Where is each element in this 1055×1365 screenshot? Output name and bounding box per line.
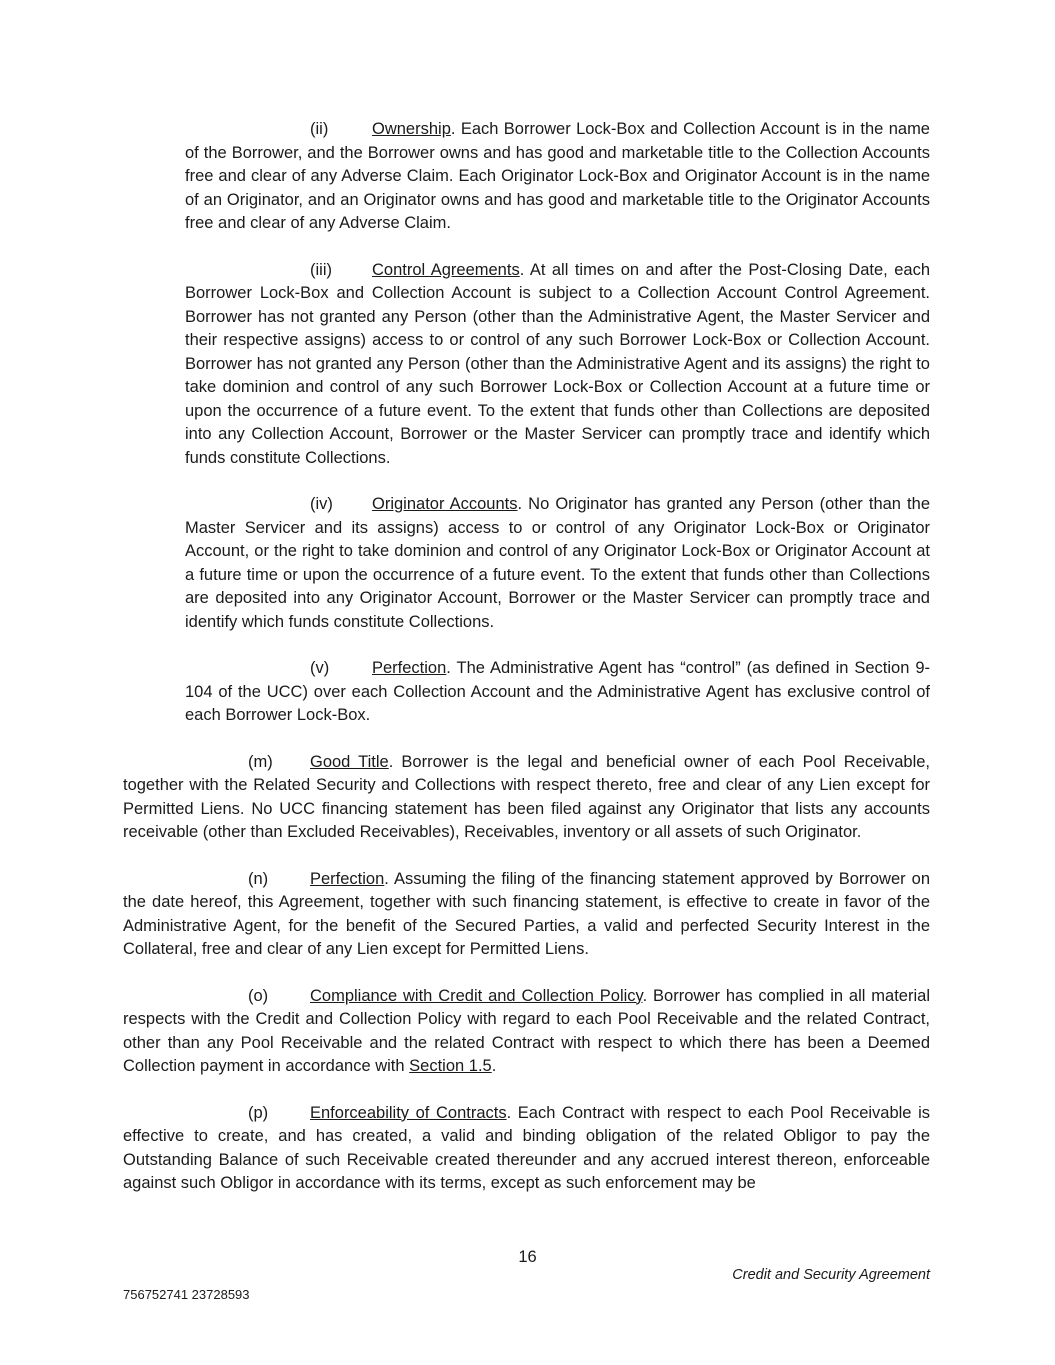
paragraph-ii bbox=[185, 118, 930, 236]
paragraph-label: (iv) bbox=[310, 495, 333, 513]
footer-document-title: Credit and Security Agreement bbox=[732, 1267, 930, 1283]
paragraph-label: (v) bbox=[310, 659, 330, 677]
paragraph-text: . Each Contract with respect to each Pool Receivable is effective to create, and has created, a valid and binding obligation of the related Obligor to pay the Outstanding Balance of such Receivable created thereunder and any accrued interest thereon, enforceable against such Obligor in accordance with its terms, except as such enforcement may be bbox=[123, 1103, 930, 1192]
paragraph-text: . The Administrative Agent has “control” (as defined in Section 9-104 of the UCC) over each Collection Account and the Administrative Agent has exclusive control of each Borrower Lock-Box. bbox=[185, 659, 930, 724]
paragraph-label: (m) bbox=[248, 752, 273, 771]
paragraph-heading: Enforceability of Contracts bbox=[310, 1103, 507, 1122]
paragraph-label: (iii) bbox=[310, 260, 332, 279]
page-number: 16 bbox=[518, 1248, 537, 1266]
paragraph-iii bbox=[185, 259, 930, 471]
paragraph-heading: Ownership bbox=[372, 120, 451, 138]
paragraph-heading: Originator Accounts bbox=[372, 495, 518, 513]
paragraph-label: (o) bbox=[248, 986, 269, 1005]
paragraph-text-tail: . bbox=[491, 1057, 497, 1075]
paragraph-heading: Good Title bbox=[310, 752, 389, 771]
paragraph-text: . Borrower has complied in all material respects with the Credit and Collection Policy with regard to each Pool Receivable and the related Contract, other than any Pool Receivable and the related Contract with respect to which there has been a Deemed Collection payment in accordance with bbox=[123, 986, 930, 1075]
paragraph-text: . Borrower is the legal and beneficial owner of each Pool Receivable, together with the Related Security and Collections with respect thereto, free and clear of any Lien except for Permitted Liens. No UCC financing statement has been filed against any Originator that lists any accounts receivable (other than Excluded Receivables), Receivables, inventory or all assets of such Originator. bbox=[123, 752, 930, 841]
paragraph-label: (n) bbox=[248, 869, 269, 888]
section-reference: Section 1.5 bbox=[409, 1057, 492, 1075]
paragraph-text: . Each Borrower Lock-Box and Collection Account is in the name of the Borrower, and the Borrower owns and has good and marketable title to the Collection Accounts free and clear of any Adverse Claim. Each Originator Lock-Box and Originator Account is in the name of an Originator, and an Originator owns and has good and marketable title to the Originator Accounts free and clear of any Adverse Claim. bbox=[185, 120, 930, 232]
paragraph-iv bbox=[185, 493, 930, 634]
document-body bbox=[123, 118, 930, 1219]
paragraph-p bbox=[123, 1102, 930, 1196]
paragraph-heading: Compliance with Credit and Collection Policy bbox=[310, 986, 643, 1005]
paragraph-heading: Perfection bbox=[372, 659, 447, 677]
paragraph-n bbox=[123, 868, 930, 962]
paragraph-text: . At all times on and after the Post-Closing Date, each Borrower Lock-Box and Collection Account is subject to a Collection Account Control Agreement. Borrower has not granted any Person (other than the Administrative Agent, the Master Servicer and their respective assigns) access to or control of any such Borrower Lock-Box or Collection Account. Borrower has not granted any Person (other than the Administrative Agent and its assigns) the right to take dominion and control of any such Borrower Lock-Box or Collection Account at a future time or upon the occurrence of a future event. To the extent that funds other than Collections are deposited into any Collection Account, Borrower or the Master Servicer can promptly trace and identify which funds constitute Collections. bbox=[185, 260, 930, 467]
paragraph-label: (ii) bbox=[310, 120, 329, 138]
paragraph-heading: Perfection bbox=[310, 869, 385, 888]
paragraph-heading: Control Agreements bbox=[372, 260, 520, 279]
paragraph-o bbox=[123, 985, 930, 1079]
paragraph-text: . Assuming the filing of the financing statement approved by Borrower on the date hereof, this Agreement, together with such financing statement, is effective to create in favor of the Administrative Agent, for the benefit of the Secured Parties, a valid and perfected Security Interest in the Collateral, free and clear of any Lien except for Permitted Liens. bbox=[123, 869, 930, 958]
paragraph-label: (p) bbox=[248, 1103, 269, 1122]
paragraph-text: . No Originator has granted any Person (other than the Master Servicer and its assigns) access to or control of any Originator Lock-Box or Originator Account, or the right to take dominion and control of any Originator Lock-Box or Originator Account at a future time or upon the occurrence of a future event. To the extent that funds other than Collections are deposited into any Originator Account, Borrower or the Master Servicer can promptly trace and identify which funds constitute Collections. bbox=[185, 495, 930, 631]
paragraph-v bbox=[185, 657, 930, 728]
paragraph-m bbox=[123, 751, 930, 845]
footer-document-id: 756752741 23728593 bbox=[123, 1287, 250, 1302]
